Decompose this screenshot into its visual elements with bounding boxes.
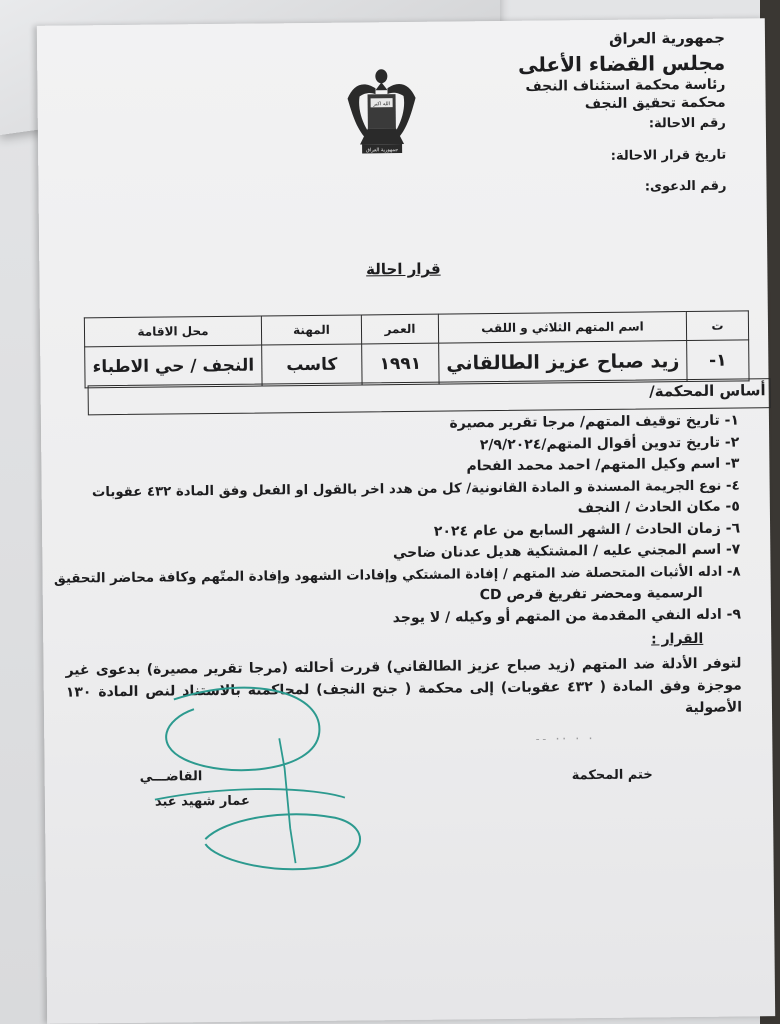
detail-item-arrest-date: ١- تاريخ توقيف المتهم/ مرجا تقرير مصيرة: [449, 412, 740, 432]
document-title: قرار احالة: [366, 259, 441, 279]
judge-name: عمار شهيد عبد: [154, 793, 250, 810]
header-name: اسم المتهم الثلاثي و اللقب: [438, 312, 686, 344]
iraq-eagle-emblem-icon: [345, 64, 418, 157]
detail-item-lawyer: ٣- اسم وكيل المتهم/ احمد محمد الفحام: [466, 455, 740, 475]
detail-item-crime-type: ٤- نوع الجريمة المسندة و المادة القانونية/ كل من هدد اخر بالقول او الفعل وفق المادة ٤٣٢ عقوبات: [91, 478, 740, 500]
referral-document: [37, 18, 775, 1024]
detail-item-evidence: ٨- ادله الأثبات المتحصلة ضد المتهم / إفادة المشتكي وإفادات الشهود وإفادة المتّهم وكافة محاضر التحقيق: [53, 563, 741, 587]
header-presidency: رئاسة محكمة استئناف النجف: [525, 76, 726, 95]
svg-text:جمهورية العراق: جمهورية العراق: [365, 147, 399, 154]
judge-title: القاضـــي: [139, 769, 203, 785]
detail-item-statement-date: ٢- تاريخ تدوين أقوال المتهم/٢/٩/٢٠٢٤: [479, 434, 740, 453]
case-details-list: [53, 411, 742, 633]
svg-text:الله اكبر: الله اكبر: [373, 101, 391, 108]
referral-date-label: تاريخ قرار الاحالة:: [610, 147, 727, 164]
cell-accused-name: زيد صباح عزيز الطالقاني: [439, 341, 687, 385]
referral-number-label: رقم الاحالة:: [648, 115, 726, 132]
detail-item-evidence-continued: الرسمية ومحضر تفريغ قرص CD: [479, 584, 703, 604]
header-council: مجلس القضاء الأعلى: [517, 50, 726, 77]
court-stamp-label: ختم المحكمة: [571, 767, 653, 784]
header-republic: جمهورية العراق: [608, 28, 726, 48]
court-basis-label: أساس المحكمة/: [649, 381, 766, 401]
cell-age: ١٩٩١: [362, 343, 439, 385]
cell-residence: النجف / حي الاطباء: [85, 345, 262, 388]
decision-text: لتوفر الأدلة ضد المتهم (زيد صباح عزيز الطالقاني) قررت أحالته (مرجا تقرير مصيرة) بدعوى غير موجزة وفق المادة ( ٤٣٢ عقوبات) إلى محكمة ( جنح النجف) لمحاكمته بالاستناد لنص المادة ١٣٠ الأصولية: [65, 655, 743, 717]
header-court: محكمة تحقيق النجف: [584, 94, 726, 113]
faint-bleed-through-text: -- ·· · ·: [534, 732, 594, 746]
decision-label: القرار :: [650, 630, 704, 648]
header-residence: محل الاقامة: [84, 316, 261, 347]
accused-table: [84, 310, 750, 388]
case-number-label: رقم الدعوى:: [644, 178, 727, 195]
court-basis-box: [88, 378, 771, 415]
detail-item-time: ٦- زمان الحادث / الشهر السابع من عام ٢٠٢٤: [433, 520, 741, 540]
cell-profession: كاسب: [262, 344, 362, 386]
header-profession: المهنة: [261, 315, 361, 345]
detail-item-victim: ٧- اسم المجني عليه / المشتكية هديل عدنان ضاحي: [392, 541, 741, 562]
header-no: ت: [686, 311, 748, 341]
detail-item-defense-evidence: ٩- ادله النفي المقدمة من المتهم أو وكيله / لا يوجد: [392, 605, 742, 626]
header-age: العمر: [361, 314, 438, 344]
cell-no: ١-: [687, 340, 749, 382]
detail-item-place: ٥- مكان الحادث / النجف: [577, 498, 740, 517]
